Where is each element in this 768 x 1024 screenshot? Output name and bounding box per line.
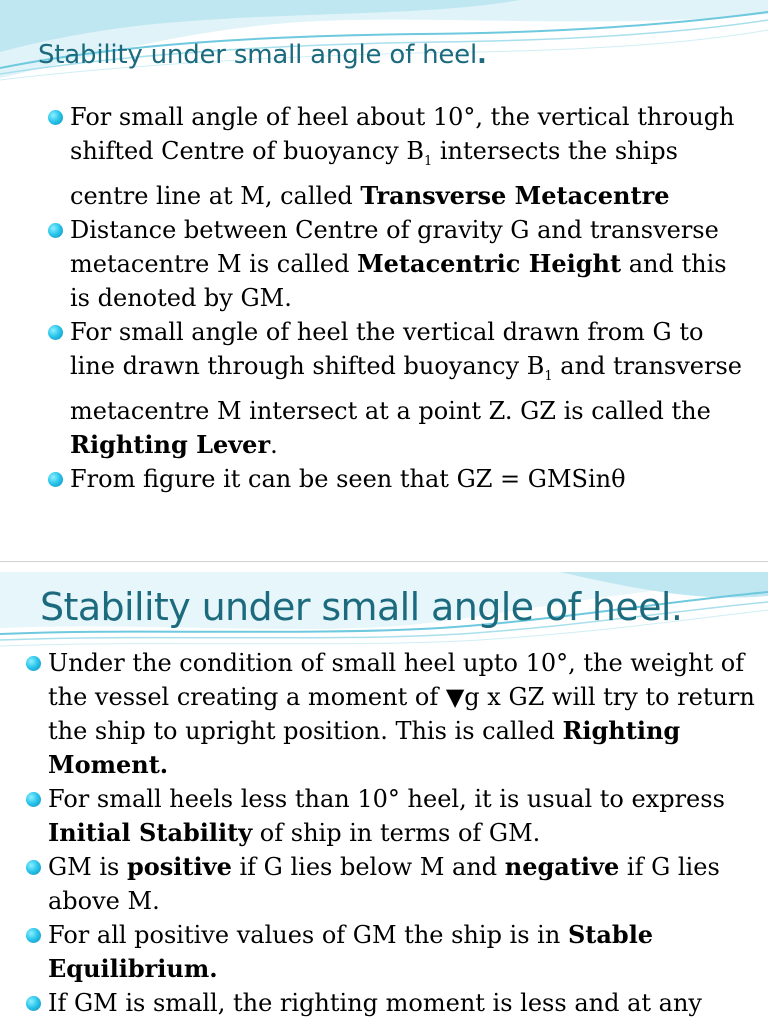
list-item: For small angle of heel about 10°, the vertical through shifted Centre of buoyancy $B_1$ intersects the ships centre line at M, called Transverse Metacentre [48,100,748,213]
bullet-icon [26,928,41,943]
bullet-icon [48,223,63,238]
bullet-icon [26,860,41,875]
list-item: For small angle of heel the vertical drawn from G to line drawn through shifted buoyancy $B_1$ and transverse metacentre M intersect at a point Z. GZ is called the Righting Lever. [48,315,748,462]
list-item: From figure it can be seen that GZ = GMSinθ [48,462,748,496]
bullet-icon [26,792,41,807]
slide-2-bullet-list [26,646,756,1020]
bullet-icon [26,996,41,1011]
list-item: For all positive values of GM the ship is in Stable Equilibrium. [26,918,756,986]
list-item: If GM is small, the righting moment is less and at any [26,986,756,1020]
bullet-icon [48,110,63,125]
slide-2 [0,572,768,1024]
slide-1-bullet-list [48,100,748,496]
slide-1-title: Stability under small angle of heel. [38,40,487,70]
list-item: Under the condition of small heel upto 10°, the weight of the vessel creating a moment of ▼g x GZ will try to return the ship to upright position. This is called Righting Moment. [26,646,756,782]
bullet-icon [48,325,63,340]
bullet-icon [26,656,41,671]
bullet-icon [48,472,63,487]
list-item: For small heels less than 10° heel, it is usual to express Initial Stability of ship in terms of GM. [26,782,756,850]
list-item: Distance between Centre of gravity G and transverse metacentre M is called Metacentric Height and this is denoted by GM. [48,213,748,315]
slide-2-title: Stability under small angle of heel. [40,585,683,629]
list-item: GM is positive if G lies below M and negative if G lies above M. [26,850,756,918]
